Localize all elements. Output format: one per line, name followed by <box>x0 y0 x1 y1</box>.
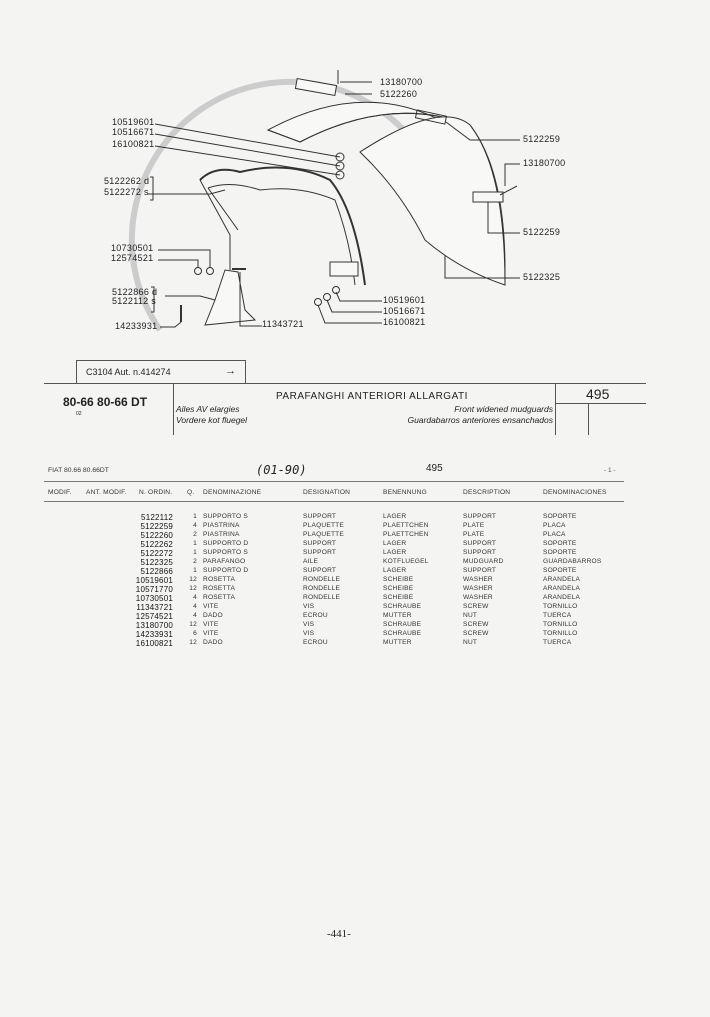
callout-10730501: 10730501 <box>111 243 154 253</box>
callout-16100821: 16100821 <box>383 317 426 327</box>
cell-denominazione: PIASTRINA <box>203 522 240 529</box>
cell-benennung: LAGER <box>383 513 407 520</box>
page-marker: - 1 - <box>604 467 616 474</box>
cell-benennung: MUTTER <box>383 639 412 646</box>
cell-description: WASHER <box>463 585 493 592</box>
cell-quantity: 1 <box>193 549 197 556</box>
title-german: Vordere kot fluegel <box>176 415 248 425</box>
group-number: 495 <box>586 386 610 402</box>
callout-5122272-s: 5122272 s <box>104 187 149 197</box>
page-number: -441- <box>327 928 351 940</box>
cell-description: SUPPORT <box>463 549 497 556</box>
cell-quantity: 2 <box>193 531 197 538</box>
cell-designation: PLAQUETTE <box>303 531 345 538</box>
cell-benennung: SCHRAUBE <box>383 621 422 628</box>
cell-benennung: SCHEIBE <box>383 585 414 592</box>
cell-benennung: SCHRAUBE <box>383 603 422 610</box>
cell-denominaciones: SOPORTE <box>543 540 577 547</box>
cell-quantity: 12 <box>189 639 197 646</box>
cell-quantity: 12 <box>189 585 197 592</box>
cell-denominaciones: PLACA <box>543 531 566 538</box>
table-row <box>0 549 710 558</box>
cell-part-number: 10519601 <box>135 576 173 585</box>
handwritten-date: (01-90) <box>256 463 307 477</box>
cell-part-number: 14233931 <box>135 630 173 639</box>
cell-description: SCREW <box>463 603 489 610</box>
cell-denominaciones: SOPORTE <box>543 567 577 574</box>
cell-designation: AILE <box>303 558 319 565</box>
table-row <box>0 639 710 648</box>
cell-denominaciones: PLACA <box>543 522 566 529</box>
callout-14233931: 14233931 <box>115 321 158 331</box>
cell-description: PLATE <box>463 522 485 529</box>
col-quantity: Q. <box>187 489 195 496</box>
cell-designation: SUPPORT <box>303 567 337 574</box>
divider <box>44 501 624 502</box>
cell-quantity: 1 <box>193 540 197 547</box>
parts-table-body <box>0 513 710 653</box>
cell-part-number: 5122260 <box>140 531 173 540</box>
model-name: 80-66 80-66 DT <box>63 395 148 409</box>
cell-denominaciones: GUARDABARROS <box>543 558 602 565</box>
col-modif: MODIF. <box>48 489 72 496</box>
cell-denominaciones: SOPORTE <box>543 513 577 520</box>
cell-denominazione: SUPPORTO D <box>203 567 249 574</box>
cell-denominazione: VITE <box>203 630 219 637</box>
table-row <box>0 603 710 612</box>
cell-denominazione: ROSETTA <box>203 576 236 583</box>
cell-denominazione: SUPPORTO S <box>203 513 248 520</box>
cell-description: NUT <box>463 639 478 646</box>
cell-designation: PLAQUETTE <box>303 522 345 529</box>
col-description: DESCRIPTION <box>463 489 511 496</box>
cell-designation: ECROU <box>303 639 328 646</box>
cell-quantity: 4 <box>193 603 197 610</box>
cell-benennung: PLAETTCHEN <box>383 522 429 529</box>
cell-designation: SUPPORT <box>303 513 337 520</box>
cell-part-number: 10571770 <box>135 585 173 594</box>
cell-description: SUPPORT <box>463 567 497 574</box>
title-italian: PARAFANGHI ANTERIORI ALLARGATI <box>276 391 468 402</box>
table-row <box>0 558 710 567</box>
cell-part-number: 5122112 <box>141 513 173 522</box>
cell-designation: RONDELLE <box>303 594 341 601</box>
cell-description: MUDGUARD <box>463 558 504 565</box>
cell-description: NUT <box>463 612 478 619</box>
callout-5122866-d: 5122866 d <box>112 287 158 297</box>
col-part-number: N. ORDIN. <box>139 489 173 496</box>
cell-quantity: 4 <box>193 522 197 529</box>
cell-description: SCREW <box>463 621 489 628</box>
callout-13180700: 13180700 <box>380 77 423 87</box>
divider <box>44 481 624 482</box>
cell-quantity: 1 <box>193 513 197 520</box>
cell-part-number: 10730501 <box>135 594 173 603</box>
cell-denominazione: PIASTRINA <box>203 531 240 538</box>
cell-designation: VIS <box>303 630 315 637</box>
table-row <box>0 621 710 630</box>
cell-quantity: 2 <box>193 558 197 565</box>
table-row <box>0 531 710 540</box>
cell-benennung: MUTTER <box>383 612 412 619</box>
divider <box>555 403 646 404</box>
divider <box>588 403 589 435</box>
col-designation: DESIGNATION <box>303 489 351 496</box>
callout-5122259: 5122259 <box>523 134 561 144</box>
cross-reference: C3104 Aut. n.414274 <box>86 367 171 377</box>
cell-designation: VIS <box>303 621 315 628</box>
cell-denominaciones: ARANDELA <box>543 594 581 601</box>
parts-table-header <box>0 489 710 498</box>
table-row <box>0 522 710 531</box>
title-french: Ailes AV elargies <box>176 404 240 414</box>
callout-10519601: 10519601 <box>383 295 426 305</box>
callout-10516671: 10516671 <box>383 306 426 316</box>
col-benennung: BENENNUNG <box>383 489 427 496</box>
callout-10516671: 10516671 <box>112 127 155 137</box>
callout-13180700: 13180700 <box>523 158 566 168</box>
cell-denominazione: ROSETTA <box>203 594 236 601</box>
cell-benennung: LAGER <box>383 567 407 574</box>
table-row <box>0 630 710 639</box>
cell-designation: VIS <box>303 603 315 610</box>
cell-denominaciones: SOPORTE <box>543 549 577 556</box>
cell-description: WASHER <box>463 594 493 601</box>
cell-part-number: 5122262 <box>140 540 173 549</box>
cell-description: SUPPORT <box>463 513 497 520</box>
cell-part-number: 16100821 <box>135 639 173 648</box>
cell-quantity: 12 <box>189 576 197 583</box>
arrow-right-icon: → <box>225 365 236 377</box>
col-ant-modif: ANT. MODIF. <box>86 489 127 496</box>
table-row <box>0 513 710 522</box>
cell-quantity: 6 <box>193 630 197 637</box>
cell-denominazione: VITE <box>203 621 219 628</box>
cell-description: SCREW <box>463 630 489 637</box>
cell-designation: RONDELLE <box>303 576 341 583</box>
cell-benennung: SCHEIBE <box>383 576 414 583</box>
cell-benennung: SCHRAUBE <box>383 630 422 637</box>
cell-denominazione: SUPPORTO S <box>203 549 248 556</box>
cell-part-number: 12574521 <box>135 612 173 621</box>
cell-designation: SUPPORT <box>303 549 337 556</box>
cell-denominazione: SUPPORTO D <box>203 540 249 547</box>
cell-part-number: 11343721 <box>136 603 173 612</box>
cell-part-number: 13180700 <box>135 621 173 630</box>
callout-5122260: 5122260 <box>380 89 418 99</box>
cell-denominazione: DADO <box>203 639 223 646</box>
cell-part-number: 5122325 <box>140 558 173 567</box>
cell-description: WASHER <box>463 576 493 583</box>
cell-denominaciones: TUERCA <box>543 612 572 619</box>
cell-benennung: LAGER <box>383 549 407 556</box>
cell-quantity: 12 <box>189 621 197 628</box>
cell-part-number: 5122259 <box>140 522 173 531</box>
cell-designation: ECROU <box>303 612 328 619</box>
cell-description: PLATE <box>463 531 485 538</box>
cell-benennung: PLAETTCHEN <box>383 531 429 538</box>
exploded-parts-diagram <box>0 0 710 350</box>
table-row <box>0 585 710 594</box>
table-row <box>0 576 710 585</box>
col-denominaciones: DENOMINACIONES <box>543 489 607 496</box>
cell-denominazione: VITE <box>203 603 219 610</box>
mudguard-drawing <box>0 0 710 350</box>
callout-5122259: 5122259 <box>523 227 561 237</box>
cell-benennung: LAGER <box>383 540 407 547</box>
table-row <box>0 567 710 576</box>
callout-16100821: 16100821 <box>112 139 155 149</box>
cell-description: SUPPORT <box>463 540 497 547</box>
callout-11343721: 11343721 <box>262 319 304 329</box>
table-row <box>0 594 710 603</box>
cell-denominazione: PARAFANGO <box>203 558 246 565</box>
model-sub: 02 <box>76 411 82 417</box>
table-row <box>0 612 710 621</box>
cell-designation: RONDELLE <box>303 585 341 592</box>
cell-part-number: 5122866 <box>140 567 173 576</box>
cell-part-number: 5122272 <box>140 549 173 558</box>
list-group: 495 <box>426 463 443 474</box>
cell-denominazione: ROSETTA <box>203 585 236 592</box>
cross-reference-box <box>76 360 246 384</box>
cell-quantity: 4 <box>193 594 197 601</box>
callout-5122325: 5122325 <box>523 272 561 282</box>
list-model: FIAT 80.66 80.66DT <box>48 467 109 474</box>
divider <box>173 383 174 435</box>
cell-denominazione: DADO <box>203 612 223 619</box>
col-denominazione: DENOMINAZIONE <box>203 489 262 496</box>
cell-denominaciones: TORNILLO <box>543 621 578 628</box>
cell-benennung: SCHEIBE <box>383 594 414 601</box>
cell-denominaciones: TUERCA <box>543 639 572 646</box>
title-spanish: Guardabarros anteriores ensanchados <box>407 415 553 425</box>
callout-5122112-s: 5122112 s <box>112 296 157 306</box>
cell-denominaciones: ARANDELA <box>543 576 581 583</box>
cell-denominaciones: ARANDELA <box>543 585 581 592</box>
callout-5122262-d: 5122262 d <box>104 176 150 186</box>
cell-denominaciones: TORNILLO <box>543 603 578 610</box>
divider <box>555 383 556 435</box>
table-row <box>0 540 710 549</box>
cell-quantity: 1 <box>193 567 197 574</box>
cell-denominaciones: TORNILLO <box>543 630 578 637</box>
title-english: Front widened mudguards <box>454 404 553 414</box>
callout-10519601: 10519601 <box>112 117 155 127</box>
cell-benennung: KOTFLUEGEL <box>383 558 429 565</box>
cell-designation: SUPPORT <box>303 540 337 547</box>
cell-quantity: 4 <box>193 612 197 619</box>
callout-12574521: 12574521 <box>111 253 154 263</box>
